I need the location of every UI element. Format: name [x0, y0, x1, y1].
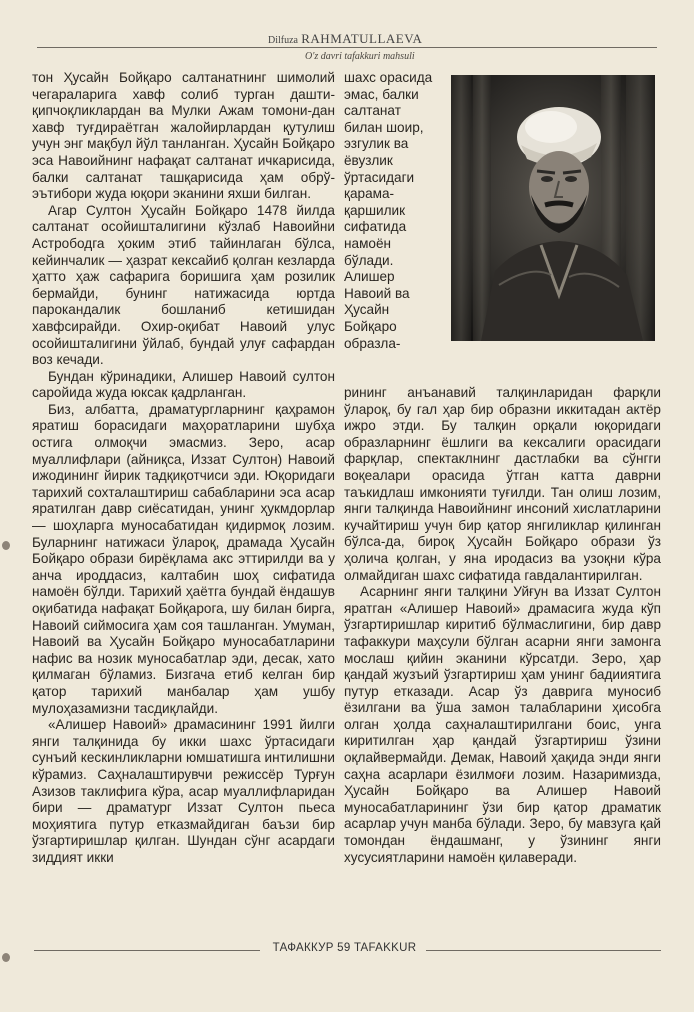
header-rule	[37, 47, 657, 48]
portrait-photo-image	[451, 75, 655, 341]
paragraph: «Алишер Навоий» драмасининг 1991 йилги янги талқинида бу икки шахс ўртасидаги сунъий кескинликларни юмшатишга интилишни кўрамиз. Саҳналаштирувчи режиссёр Турғун Азизов таклифига кўра, асар муаллифларидан бири — драматург Иззат Султон пьеса моҳиятига путур етказмайдиган баъзи бир ўзгартиришлар қилган. Шундан сўнг асардаги зиддият икки	[32, 717, 335, 865]
paragraph: тон Ҳусайн Бойқаро салтанатнинг шимолий чегараларига хавф солиб турган дашти-қипчоқликлардан ва Мулки Ажам томони-дан хавф туғдираётган жалойирлардан қутулиш учун энг мақбул йўл танланган. Ҳусайн Бойқаро эса Навоийнинг нафақат салтанат ичкарисида, балки салтанат ташқарисида ҳам обрў-эътибори жуда юқори эканини яхши билган.	[32, 70, 335, 202]
paragraph: Биз, албатта, драматургларнинг қаҳрамон яратиш борасидаги маҳоратларини шубҳа остига олмоқчи эмасмиз. Зеро, асар муаллифлари (айниқса, Иззат Султон) Навоий ижодининг йирик тадқиқотчиси эди. Юқоридаги тарихий сохталаштириш сабабларини эса асар яратилган давр сиёсатидан, унинг ҳукмдорлар — шоҳларга муносабатидан қидирмоқ лозим. Буларнинг натижаси ўлароқ, драмада Ҳусайн Бойқаро образи бирёқлама акс эттирилди ва у анча ироддасиз, калтабин шоҳ сифатида намоён бўлди. Тарихий ҳаётга бундай ёндашув оқибатида нафақат Бойқарога, шу билан бирга, Навоий сиймосига ҳам соя ташланган. Умуман, Навоий ва Ҳусайн Бойқаро муносабатларини нафис ва нозик муносабатлар эди, десак, хато қилмаган бўламиз. Бизгача етиб келган бир қатор тарихий манбалар ҳам ушбу мулоҳазамизни тасдиқлайди.	[32, 401, 335, 716]
footer-rule-right	[426, 950, 661, 951]
header-subtitle: O'z davri tafakkuri mahsuli	[305, 51, 415, 62]
paragraph: рининг анъанавий талқинларидан фарқли ўлароқ, бу гал ҳар бир образни иккитадан актёр ижро этди. Бу талқин орқали юқоридаги образларнинг ёшлиги ва кексалиги орасидаги фарқлар, спектаклнинг дастлабки ва сўнгги воқеалари орасида ўтган катта даврни таъкидлаш имконияти туғилди. Тан олиш лозим, янги талқинда Навоийнинг инсоний хислатларини кучайтириш учун бир қатор янгиликлар қилинган бўлса-да, бироқ Ҳусайн Бойқаро образи ўз ҳолича қолган, у яна иродасиз ва узоқни кўра олмайдиган шахс сифатида гавдалантирилган.	[344, 385, 661, 583]
paragraph: Агар Султон Ҳусайн Бойқаро 1478 йилда салтанат осойишталигини кўзлаб Навоийни Астрободга ҳоким этиб тайинлаган бўлса, кейинчалик — ҳазрат кексайиб қолган кезларда ҳатто ҳаж сафарига боришига ҳам розилик бермайди, бунинг натижасида юртда парокандалик бошланиб кетишидан хавфсирайди. Охир-оқибат Навоий улус осойишталигини ўйлаб, бундай улуғ сафардан воз кечади.	[32, 202, 335, 368]
binding-hole	[2, 541, 10, 550]
left-column	[32, 70, 335, 867]
header-author	[268, 31, 428, 47]
footer-page-number: ТАФАККУР 59 TAFAKKUR	[272, 942, 417, 954]
author-last-name: RAHMATULLAEVA	[301, 31, 423, 46]
footer-rule-left	[34, 950, 260, 951]
paragraph: Асарнинг янги талқини Уйғун ва Иззат Султон яратган «Алишер Навоий» драмасига жуда кўп ўзгартиришлар киритиб бўлмаслигини, бир давр тафаккури маҳсули бўлган асарни янги замонга мослаш қийин эканини кўрсатди. Зеро, ҳар қандай жузъий ўзгартириш ҳам унинг бадииятига путур етказади. Асар ўз даврига муносиб ёзилгани ва ўша замон талабларини ҳисобга олган ҳолда саҳналаштирилгани боис, унга киритилган ҳар қандай ўзгартириш ўзини оқлайвермайди. Демак, Навоий ҳақида энди янги саҳна асарлари ёзилмоғи лозим. Назаримизда, Ҳусайн Бойқаро ва Алишер Навоий муносабатларининг ўзи бир қатор драматик асарлар учун манба бўлади. Зеро, бу мавзуга қай томондан ёндашманг, у ўзининг янги хусусиятларини намоён қилаверади.	[344, 584, 661, 865]
portrait-photo	[451, 75, 655, 341]
paragraph: Бундан кўринадики, Алишер Навоий султон саройида жуда юксак қадрланган.	[32, 368, 335, 401]
paragraph: шахс орасида эмас, балки салтанат билан шоир, эзгулик ва ёвузлик ўртасидаги қарама-қаршилик сифатида намоён бўлади. Алишер Навоий ва Ҳусайн Бойқаро образла-	[344, 70, 433, 351]
narrow-column	[344, 70, 434, 352]
binding-hole	[2, 953, 10, 962]
author-first-name: Dilfuza	[268, 35, 298, 46]
right-column	[344, 385, 661, 866]
